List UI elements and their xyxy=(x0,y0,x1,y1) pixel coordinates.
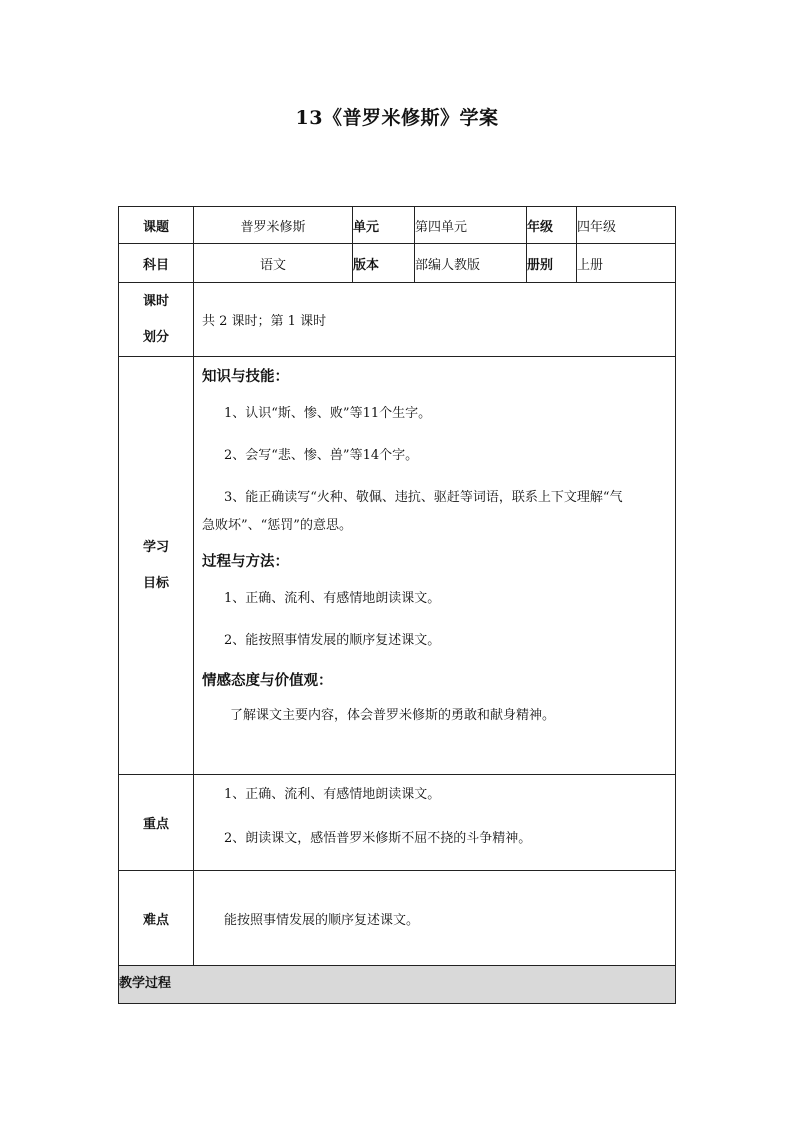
table-row xyxy=(119,357,676,775)
objectives-content xyxy=(194,357,676,775)
process-item-1: 1、正确、流利、有感情地朗读课文。 xyxy=(224,591,441,606)
grade-value: 四年级 xyxy=(577,207,676,244)
period-label-line1: 课时 xyxy=(142,293,169,309)
knowledge-item-1: 1、认识“斯、惨、败”等11个生字。 xyxy=(224,406,432,421)
objectives-label-line2: 目标 xyxy=(142,575,169,591)
table-row xyxy=(119,966,676,1004)
lesson-plan-table xyxy=(118,206,676,1004)
edition-label: 版本 xyxy=(353,244,415,283)
objectives-label xyxy=(119,357,194,775)
process-method-heading: 过程与方法： xyxy=(202,553,289,570)
volume-label: 册别 xyxy=(527,244,577,283)
process-item-2: 2、能按照事情发展的顺序复述课文。 xyxy=(224,633,441,648)
focus-item-2: 2、朗读课文，感悟普罗米修斯不屈不挠的斗争精神。 xyxy=(224,831,532,846)
topic-value: 普罗米修斯 xyxy=(194,207,353,244)
emotion-item-1: 了解课文主要内容，体会普罗米修斯的勇敢和献身精神。 xyxy=(230,708,556,723)
knowledge-heading: 知识与技能： xyxy=(202,368,289,385)
topic-label: 课题 xyxy=(119,207,194,244)
table-row xyxy=(119,244,676,283)
knowledge-item-3-line2: 急败坏”、“惩罚”的意思。 xyxy=(202,518,352,533)
table-row xyxy=(119,207,676,244)
period-label xyxy=(119,283,194,357)
table-row xyxy=(119,283,676,357)
knowledge-item-2: 2、会写“悲、惨、兽”等14个字。 xyxy=(224,448,419,463)
focus-item-1: 1、正确、流利、有感情地朗读课文。 xyxy=(224,787,441,802)
document-title: 13《普罗米修斯》学案 xyxy=(295,107,499,129)
focus-content xyxy=(194,775,676,871)
edition-value: 部编人教版 xyxy=(415,244,527,283)
subject-value: 语文 xyxy=(194,244,353,283)
knowledge-item-3-line1: 3、能正确读写“火种、敬佩、违抗、驱赶等词语，联系上下文理解“气 xyxy=(224,490,623,505)
objectives-label-line1: 学习 xyxy=(142,539,169,555)
period-label-line2: 划分 xyxy=(142,329,169,345)
difficulty-value: 能按照事情发展的顺序复述课文。 xyxy=(194,871,676,966)
volume-value: 上册 xyxy=(577,244,676,283)
table-row xyxy=(119,775,676,871)
unit-label: 单元 xyxy=(353,207,415,244)
difficulty-label: 难点 xyxy=(119,871,194,966)
table-row xyxy=(119,871,676,966)
period-value: 共 2 课时；第 1 课时 xyxy=(194,283,676,357)
focus-label: 重点 xyxy=(119,775,194,871)
teaching-process-label: 教学过程 xyxy=(119,966,676,1004)
unit-value: 第四单元 xyxy=(415,207,527,244)
emotion-heading: 情感态度与价值观： xyxy=(202,672,333,689)
grade-label: 年级 xyxy=(527,207,577,244)
subject-label: 科目 xyxy=(119,244,194,283)
